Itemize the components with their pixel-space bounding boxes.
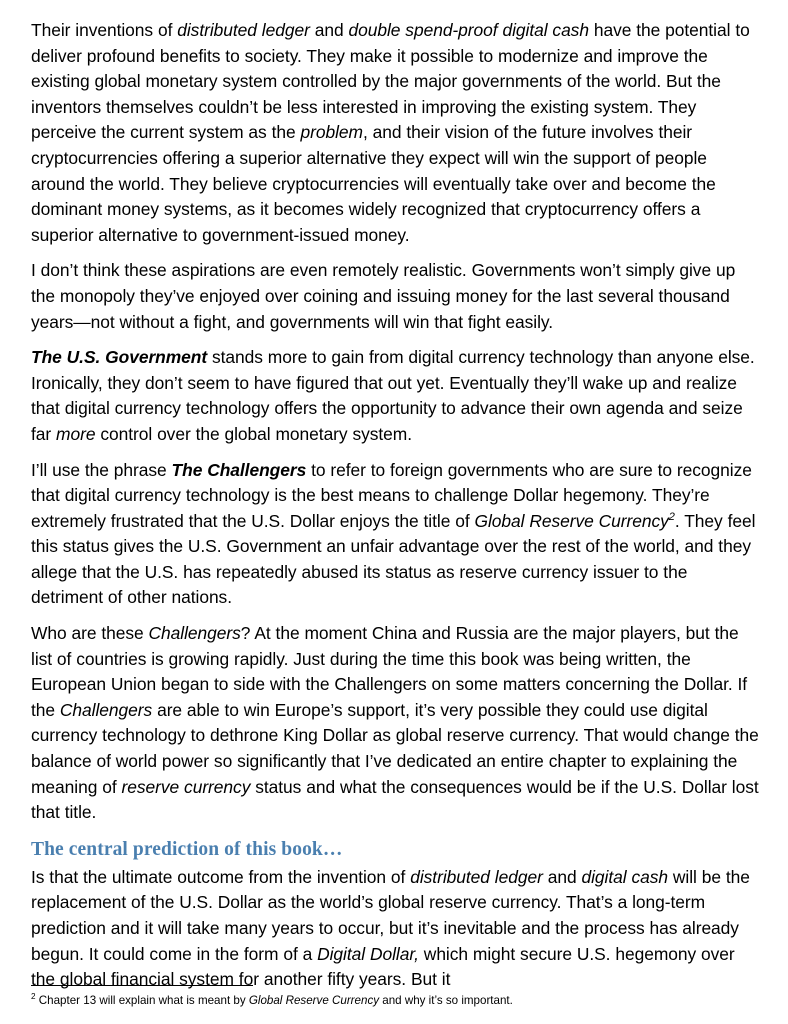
italic-run: Global Reserve Currency	[248, 994, 380, 1007]
paragraph-1: Their inventions of distributed ledger and double spend-proof digital cash have the potential to deliver profound benefits to society. They make it possible to modernize and improve the existing global monetary system controlled by the major governments of the world. But the inventors themselves couldn’t be less interested in improving the existing system. They perceive the current system as the problem, and their vision of the future involves their cryptocurrencies offering a superior alternative they expect will win the support of people around the world. They believe cryptocurrencies will eventually take over and become the dominant money systems, as it becomes widely recognized that cryptocurrency offers a superior alternative to government-issued money.	[31, 20, 750, 245]
footnote-body: Chapter 13 will explain what is meant by Global Reserve Currency and why it’s so important.	[35, 994, 513, 1007]
bold-italic-run: The U.S. Government	[31, 347, 208, 368]
paragraph-6: Is that the ultimate outcome from the invention of distributed ledger and digital cash will be the replacement of the U.S. Dollar as the world’s global reserve currency. That’s a long-term prediction and it will take many years to occur, but it’s inevitable and the process has already begun. It could come in the form of a Digital Dollar, which might secure U.S. hegemony over the global financial system for another fifty years. But it	[31, 866, 750, 990]
italic-run: Challengers	[59, 699, 153, 720]
paragraph-4: I’ll use the phrase The Challengers to refer to foreign governments who are sure to recognize that digital currency technology is the best means to challenge Dollar hegemony. They’re extremely frustrated that the U.S. Dollar enjoys the title of Global Reserve Currency$^2$. They feel this status gives the U.S. Government an unfair advantage over the rest of the world, and they allege that the U.S. has repeatedly abused its status as reserve currency issuer to the detriment of other nations.	[31, 459, 756, 608]
italic-run: digital cash	[581, 866, 668, 887]
paragraph-2: I don’t think these aspirations are even remotely realistic. Governments won’t simply give up the monopoly they’ve enjoyed over coining and issuing money for the last several thousand years—not without a fight, and governments will win that fight easily.	[31, 260, 736, 332]
italic-run: problem	[300, 122, 363, 143]
footnote-marker: 2	[31, 992, 36, 1002]
italic-run: more	[56, 423, 96, 444]
footnote-separator-rule	[31, 985, 253, 986]
document-body	[31, 18, 761, 993]
footnote-text	[31, 993, 761, 1008]
italic-run: double spend-proof digital cash	[348, 20, 589, 40]
italic-run: Digital Dollar,	[317, 943, 419, 964]
italic-run: reserve currency	[121, 776, 251, 797]
italic-run: distributed ledger	[410, 866, 543, 887]
italic-run: Challengers	[148, 623, 241, 644]
bold-italic-run: The Challengers	[171, 459, 307, 480]
footnote-reference: 2	[668, 510, 675, 523]
paragraph-3: The U.S. Government stands more to gain from digital currency technology than anyone else. Ironically, they don’t seem to have figured that out yet. Eventually they’ll wake up and realize that digital currency technology offers the opportunity to advance their own agenda and seize far more control over the global monetary system.	[31, 347, 755, 444]
italic-run: distributed ledger	[177, 20, 310, 40]
footnote-area	[31, 985, 761, 1008]
paragraph-5: Who are these Challengers? At the moment China and Russia are the major players, but the list of countries is growing rapidly. Just during the time this book was being written, the European Union began to side with the Challengers on some matters concerning the Dollar. If the Challengers are able to win Europe’s support, it’s very possible they could use digital currency technology to dethrone King Dollar as global reserve currency. That would change the balance of world power so significantly that I’ve dedicated an entire chapter to explaining the meaning of reserve currency status and what the consequences would be if the U.S. Dollar lost that title.	[31, 623, 759, 823]
section-heading: The central prediction of this book…	[31, 838, 343, 860]
italic-run: Global Reserve Currency	[474, 510, 669, 531]
